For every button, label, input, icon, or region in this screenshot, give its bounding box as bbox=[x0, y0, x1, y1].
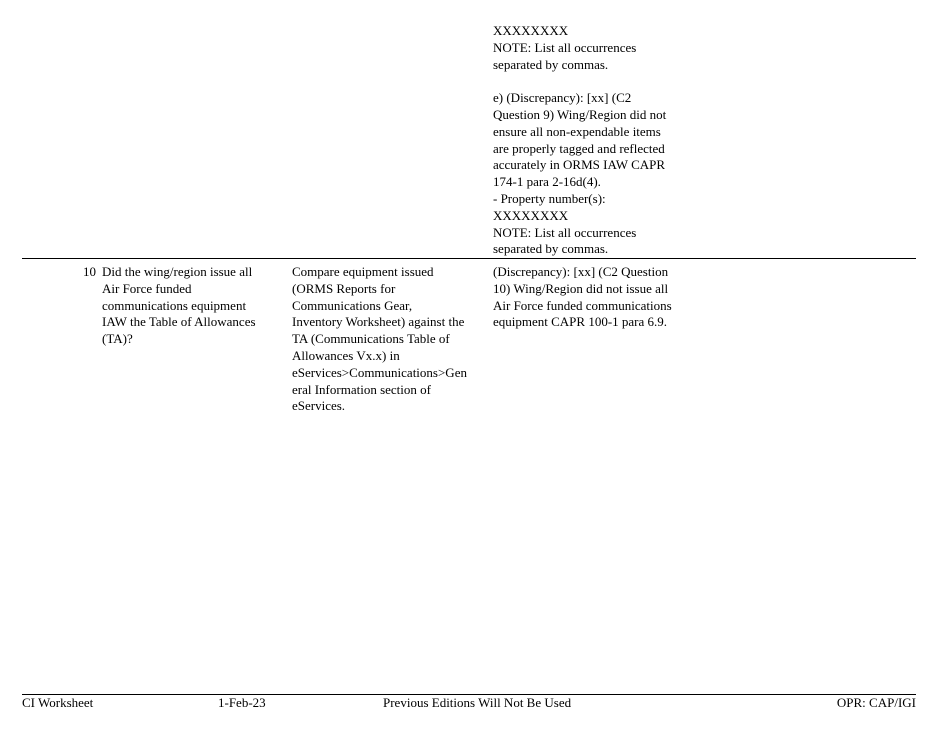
text-line: communications equipment bbox=[102, 297, 247, 313]
discrepancy-text bbox=[493, 264, 698, 331]
text-line: eral Information section of bbox=[292, 381, 431, 397]
text-line: Air Force funded communications bbox=[493, 297, 672, 313]
text-line: XXXXXXXX bbox=[493, 207, 569, 223]
text-line: are properly tagged and reflected bbox=[493, 140, 665, 156]
text-line: Allowances Vx.x) in bbox=[292, 347, 400, 363]
question-text bbox=[102, 264, 287, 348]
text-line: NOTE: List all occurrences bbox=[493, 39, 637, 55]
text-line: (ORMS Reports for bbox=[292, 280, 396, 296]
discrepancy-d-tail bbox=[493, 23, 693, 73]
text-line: ensure all non-expendable items bbox=[493, 123, 661, 139]
discrepancy-continuation bbox=[493, 23, 693, 258]
text-line: Did the wing/region issue all bbox=[102, 264, 253, 279]
text-line: 10) Wing/Region did not issue all bbox=[493, 280, 669, 296]
discrepancy-e bbox=[493, 90, 693, 258]
text-line: (Discrepancy): [xx] (C2 Question bbox=[493, 264, 669, 279]
inspection-method bbox=[292, 264, 490, 415]
text-line: eServices. bbox=[292, 398, 346, 414]
text-line: TA (Communications Table of bbox=[292, 331, 450, 347]
footer-notice: Previous Editions Will Not Be Used bbox=[383, 695, 572, 710]
footer-opr: OPR: CAP/IGI bbox=[836, 695, 916, 710]
text-line: separated by commas. bbox=[493, 56, 609, 72]
text-line: - Property number(s): bbox=[493, 190, 606, 206]
text-line: Inventory Worksheet) against the bbox=[292, 314, 465, 330]
question-number: 10 bbox=[83, 264, 96, 279]
text-line: (TA)? bbox=[102, 331, 133, 347]
text-line: eServices>Communications>Gen bbox=[292, 364, 467, 380]
text-line: equipment CAPR 100-1 para 6.9. bbox=[493, 314, 668, 330]
text-line: NOTE: List all occurrences bbox=[493, 224, 637, 240]
text-line: Compare equipment issued bbox=[292, 264, 434, 279]
text-line: XXXXXXXX bbox=[493, 23, 569, 38]
row-divider bbox=[22, 258, 916, 259]
footer-date: 1-Feb-23 bbox=[218, 695, 266, 710]
text-line: IAW the Table of Allowances bbox=[102, 314, 256, 330]
text-line: 174-1 para 2-16d(4). bbox=[493, 174, 601, 190]
text-line: e) (Discrepancy): [xx] (C2 bbox=[493, 90, 632, 106]
text-line: separated by commas. bbox=[493, 241, 609, 257]
text-line: accurately in ORMS IAW CAPR bbox=[493, 157, 666, 173]
footer-form-name: CI Worksheet bbox=[22, 695, 94, 710]
text-line: Air Force funded bbox=[102, 280, 192, 296]
text-line: Communications Gear, bbox=[292, 297, 413, 313]
text-line: Question 9) Wing/Region did not bbox=[493, 106, 667, 122]
